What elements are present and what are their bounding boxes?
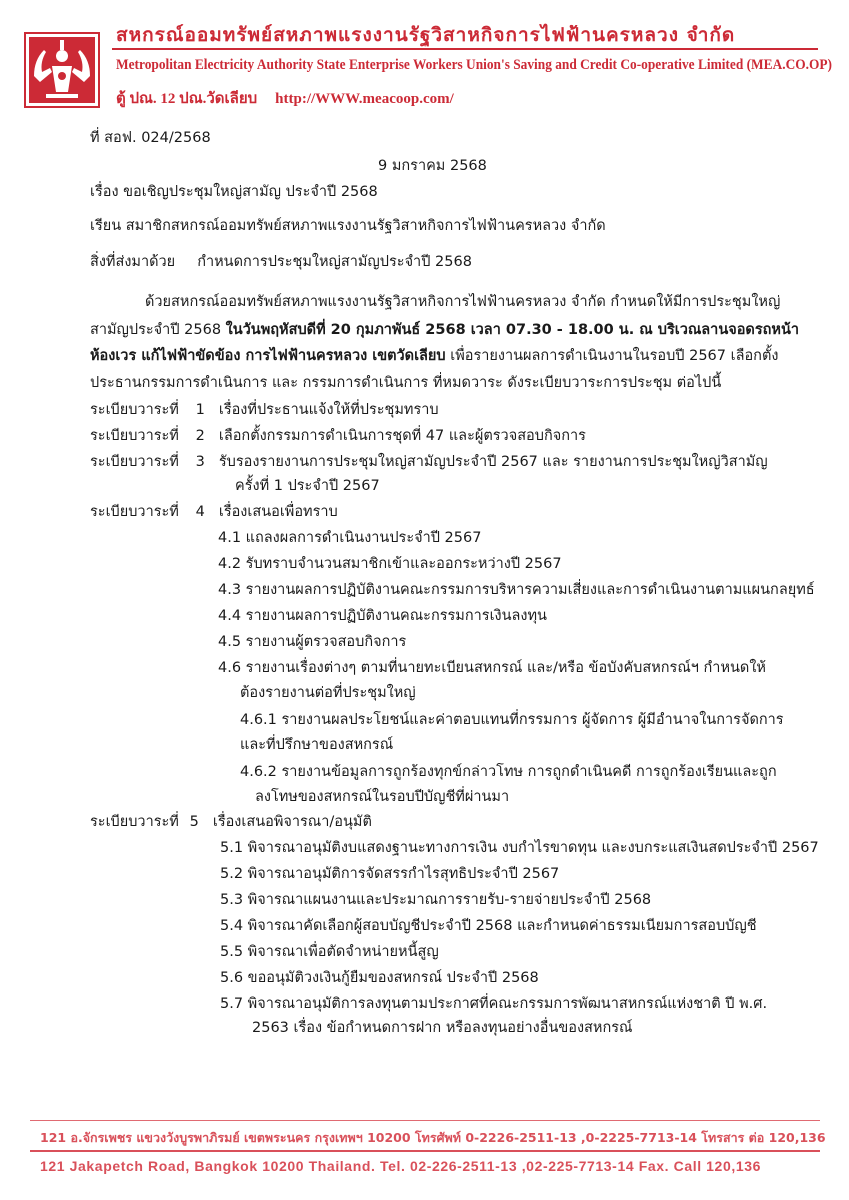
agenda-title: รับรองรายงานการประชุมใหญ่สามัญประจำปี 2567 และ รายงานการประชุมใหญ่วิสามัญ — [218, 454, 768, 470]
agenda-sub-4-2: 4.2 รับทราบจำนวนสมาชิกเข้าและออกระหว่างปี 2567 — [218, 556, 562, 572]
header-divider — [112, 48, 818, 50]
agenda-sub-5-1: 5.1 พิจารณาอนุมัติงบแสดงฐานะทางการเงิน งบกำไรขาดทุน และงบกระแสเงินสดประจำปี 2567 — [220, 840, 819, 856]
paragraph-text: สามัญประจำปี 2568 — [90, 322, 226, 338]
enclosure-text: กำหนดการประชุมใหญ่สามัญประจำปี 2568 — [197, 254, 472, 270]
letter-recipient: เรียน สมาชิกสหกรณ์ออมทรัพย์สหภาพแรงงานรัฐวิสาหกิจการไฟฟ้านครหลวง จำกัด — [90, 218, 606, 234]
agenda-sub-4-6-2: 4.6.2 รายงานข้อมูลการถูกร้องทุกข์กล่าวโทษ การถูกดำเนินคดี การถูกร้องเรียนและถูก — [240, 764, 777, 780]
agenda-sub-4-4: 4.4 รายงานผลการปฏิบัติงานคณะกรรมการเงินลงทุน — [218, 608, 547, 624]
agenda-sub-5-4: 5.4 พิจารณาคัดเลือกผู้สอบบัญชีประจำปี 2568 และกำหนดค่าธรรมเนียมการสอบบัญชี — [220, 918, 757, 934]
agenda-title: เลือกตั้งกรรมการดำเนินการชุดที่ 47 และผู้ตรวจสอบกิจการ — [218, 428, 586, 444]
meeting-date-time: ในวันพฤหัสบดีที่ 20 กุมภาพันธ์ 2568 เวลา 07.30 - 18.00 น. ณ บริเวณลานจอดรถหน้า — [225, 322, 800, 338]
footer-address-english: 121 Jakapetch Road, Bangkok 10200 Thailand. Tel. 02-226-2511-13 ,02-225-7713-14 Fax. Call 120,136 — [40, 1158, 761, 1174]
footer-divider-top — [30, 1120, 820, 1121]
agenda-sub-5-5: 5.5 พิจารณาเพื่อตัดจำหน่ายหนี้สูญ — [220, 944, 439, 960]
agenda-sub-5-7: 5.7 พิจารณาอนุมัติการลงทุนตามประกาศที่คณะกรรมการพัฒนาสหกรณ์แห่งชาติ ปี พ.ศ. — [220, 996, 768, 1012]
agenda-title: เรื่องเสนอพิจารณา/อนุมัติ — [212, 814, 372, 830]
agenda-sub-4-6: 4.6 รายงานเรื่องต่างๆ ตามที่นายทะเบียนสหกรณ์ และ/หรือ ข้อบังคับสหกรณ์ฯ กำหนดให้ — [218, 660, 766, 676]
agenda-sub-4-6-1-continued: และที่ปรึกษาของสหกรณ์ — [240, 737, 394, 753]
letter-subject: เรื่อง ขอเชิญประชุมใหญ่สามัญ ประจำปี 2568 — [90, 184, 378, 200]
agenda-number: 2 — [195, 428, 205, 444]
agenda-sub-4-3: 4.3 รายงานผลการปฏิบัติงานคณะกรรมการบริหารความเสี่ยงและการดำเนินงานตามแผนกลยุทธ์ — [218, 582, 815, 598]
letter-date: 9 มกราคม 2568 — [378, 158, 487, 174]
footer-divider-bottom — [30, 1150, 820, 1152]
agenda-item-1 — [90, 400, 439, 420]
agenda-label: ระเบียบวาระที่ — [90, 428, 179, 444]
agenda-label: ระเบียบวาระที่ — [90, 402, 179, 418]
agenda-title: เรื่องที่ประธานแจ้งให้ที่ประชุมทราบ — [218, 402, 439, 418]
agenda-number: 1 — [195, 402, 205, 418]
agenda-label: ระเบียบวาระที่ — [90, 504, 179, 520]
agenda-sub-4-6-2-continued: ลงโทษของสหกรณ์ในรอบปีบัญชีที่ผ่านมา — [255, 789, 510, 805]
enclosure-label: สิ่งที่ส่งมาด้วย — [90, 254, 176, 270]
enclosure-line — [90, 252, 472, 272]
union-emblem-icon — [24, 32, 100, 108]
agenda-sub-4-6-1: 4.6.1 รายงานผลประโยชน์และค่าตอบแทนที่กรรมการ ผู้จัดการ ผู้มีอำนาจในการจัดการ — [240, 712, 784, 728]
agenda-title: เรื่องเสนอเพื่อทราบ — [218, 504, 338, 520]
agenda-item-5 — [90, 812, 372, 832]
org-name-english: Metropolitan Electricity Authority State Enterprise Workers Union's Saving and Credit Co-operative Limited (MEA.CO.OP) — [116, 57, 833, 73]
header-contact — [116, 86, 454, 110]
paragraph-line-1: ด้วยสหกรณ์ออมทรัพย์สหภาพแรงงานรัฐวิสาหกิจการไฟฟ้านครหลวง จำกัด กำหนดให้มีการประชุมใหญ่ — [145, 294, 781, 310]
agenda-number: 4 — [195, 504, 205, 520]
agenda-item-3 — [90, 452, 768, 472]
agenda-label: ระเบียบวาระที่ — [90, 454, 179, 470]
paragraph-line-3 — [90, 346, 778, 366]
agenda-number: 3 — [195, 454, 205, 470]
paragraph-line-4: ประธานกรรมการดำเนินการ และ กรรมการดำเนินการ ที่หมดวาระ ดังระเบียบวาระการประชุม ต่อไปนี้ — [90, 375, 722, 391]
agenda-item-4 — [90, 502, 338, 522]
agenda-label: ระเบียบวาระที่ — [90, 814, 179, 830]
agenda-item-2 — [90, 426, 586, 446]
website-link[interactable]: http://WWW.meacoop.com/ — [275, 91, 454, 107]
org-name-thai: สหกรณ์ออมทรัพย์สหภาพแรงงานรัฐวิสาหกิจการไฟฟ้านครหลวง จำกัด — [116, 24, 736, 46]
agenda-sub-5-7-continued: 2563 เรื่อง ข้อกำหนดการฝาก หรือลงทุนอย่างอื่นของสหกรณ์ — [252, 1020, 633, 1036]
footer-address-thai: 121 อ.จักรเพชร แขวงวังบูรพาภิรมย์ เขตพระนคร กรุงเทพฯ 10200 โทรศัพท์ 0-2226-2511-13 ,0-2225-7713-14 โทรสาร ต่อ 120,136 — [40, 1130, 826, 1145]
agenda-sub-4-1: 4.1 แถลงผลการดำเนินงานประจำปี 2567 — [218, 530, 482, 546]
agenda-sub-5-3: 5.3 พิจารณาแผนงานและประมาณการรายรับ-รายจ่ายประจำปี 2568 — [220, 892, 652, 908]
agenda-sub-4-5: 4.5 รายงานผู้ตรวจสอบกิจการ — [218, 634, 407, 650]
agenda-sub-5-2: 5.2 พิจารณาอนุมัติการจัดสรรกำไรสุทธิประจำปี 2567 — [220, 866, 560, 882]
po-box: ตู้ ปณ. 12 ปณ.วัดเลียบ — [116, 91, 258, 107]
agenda-sub-5-6: 5.6 ขออนุมัติวงเงินกู้ยืมของสหกรณ์ ประจำปี 2568 — [220, 970, 539, 986]
reference-number: ที่ สอฟ. 024/2568 — [90, 130, 211, 146]
agenda-item-3-continued: ครั้งที่ 1 ประจำปี 2567 — [235, 478, 380, 494]
meeting-venue: ห้องเวร แก้ไฟฟ้าขัดข้อง การไฟฟ้านครหลวง เขตวัดเลียบ — [90, 348, 446, 364]
agenda-sub-4-6-continued: ต้องรายงานต่อที่ประชุมใหญ่ — [240, 685, 416, 701]
paragraph-text: เพื่อรายงานผลการดำเนินงานในรอบปี 2567 เลือกตั้ง — [445, 348, 779, 364]
paragraph-line-2 — [90, 320, 799, 340]
agenda-number: 5 — [189, 814, 199, 830]
